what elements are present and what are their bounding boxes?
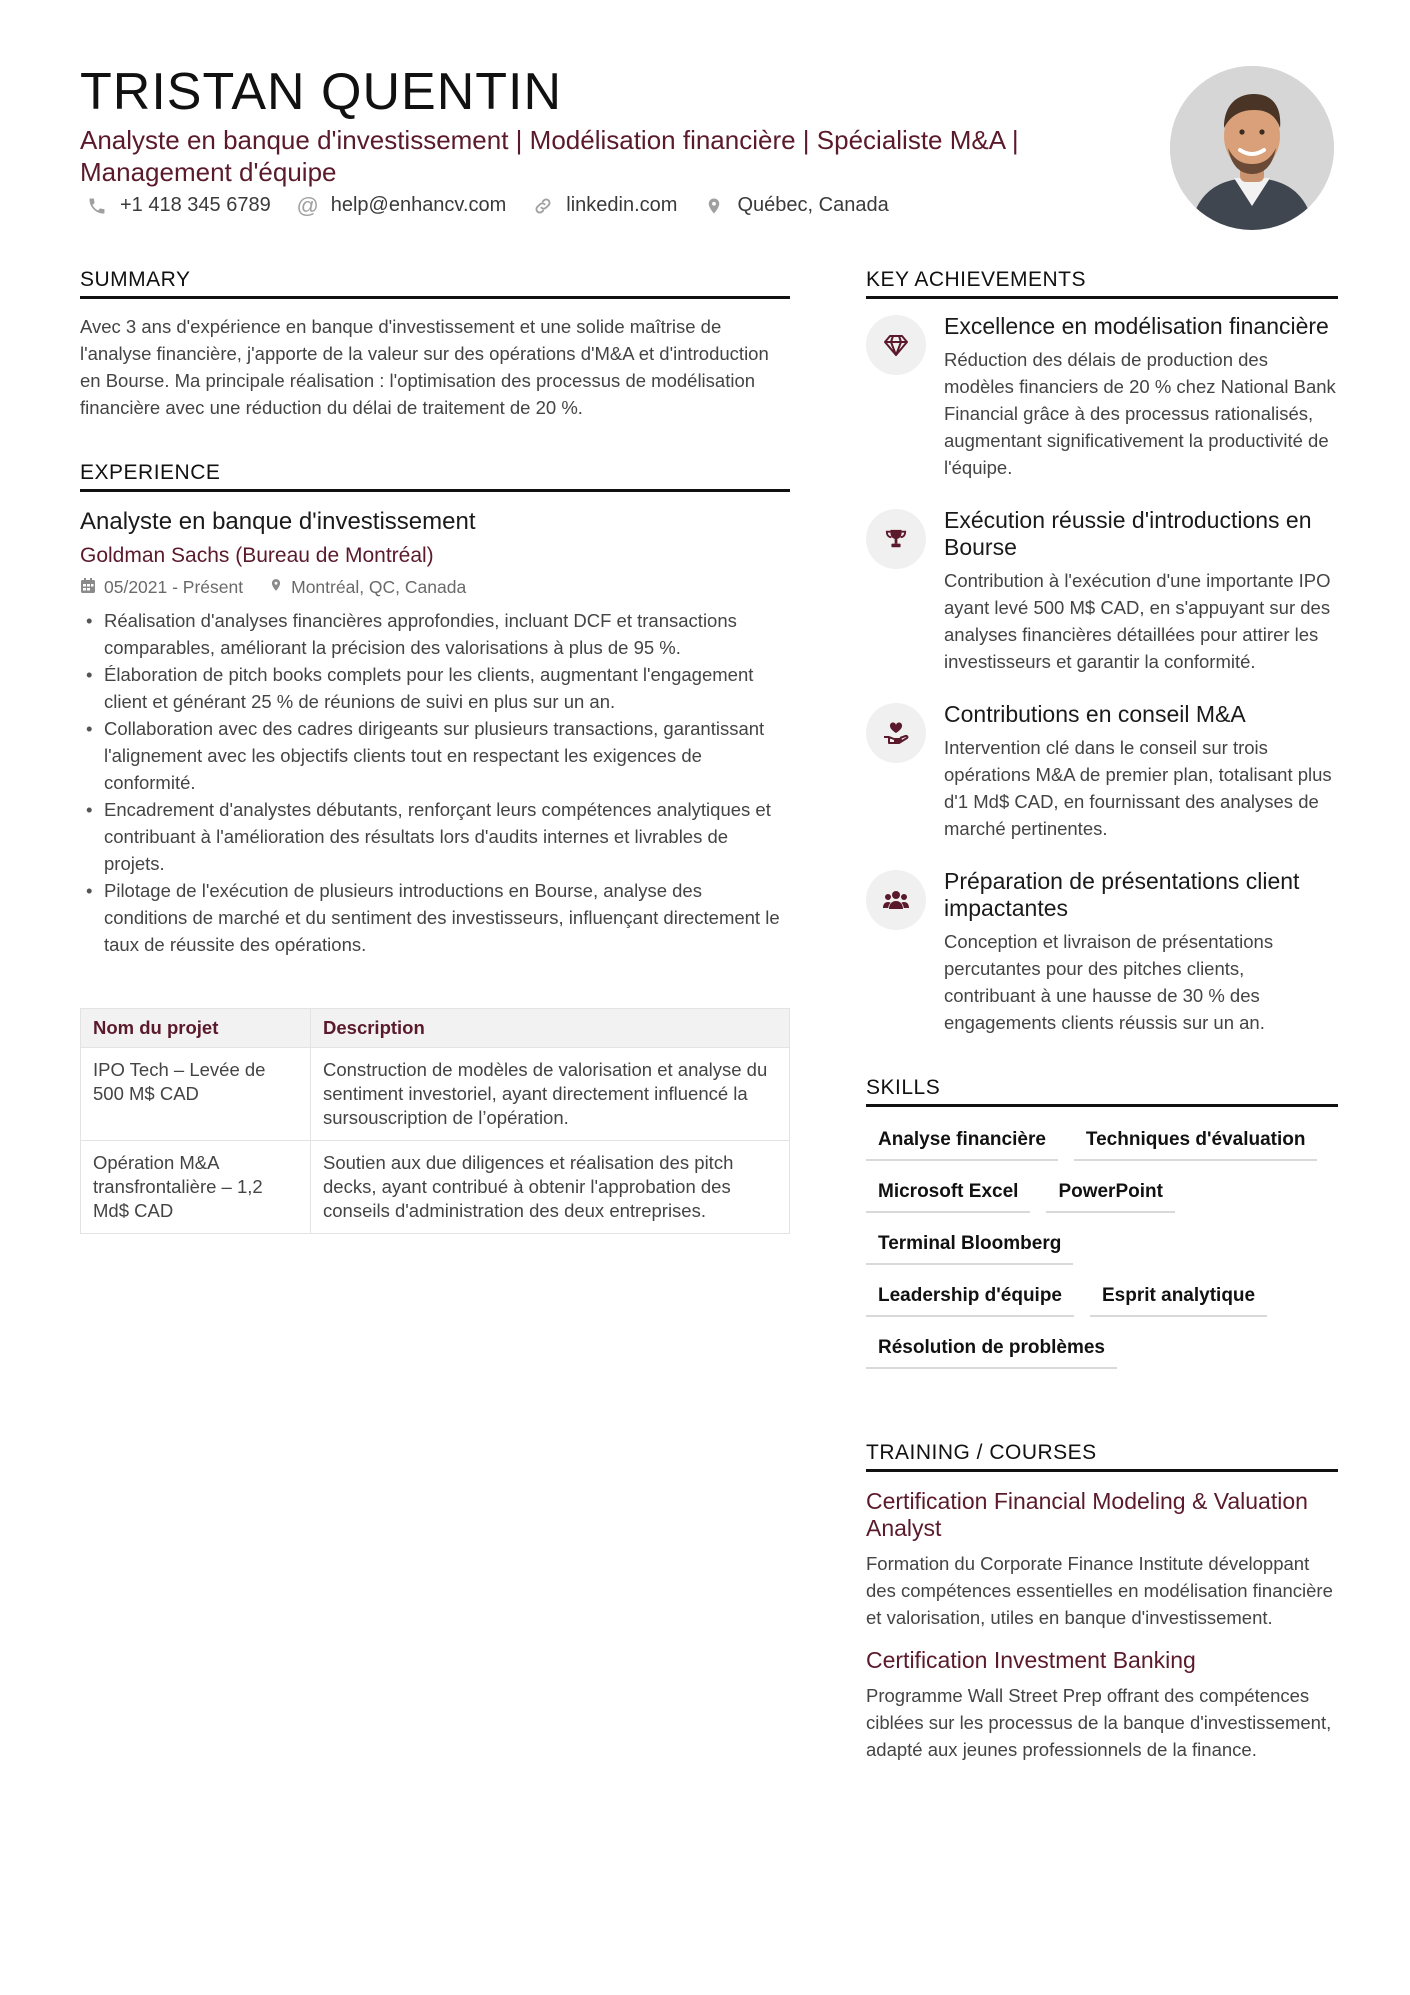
achievement-item xyxy=(866,701,1338,842)
course-desc: Formation du Corporate Finance Institute développant des compétences essentielles en modélisation financière et valorisation, utiles en banque d'investissement. xyxy=(866,1553,1333,1628)
table-header-cell: Nom du projet xyxy=(81,1009,311,1048)
phone-icon xyxy=(86,195,108,217)
table-header-cell: Description xyxy=(311,1009,790,1048)
job-location-text: Montréal, QC, Canada xyxy=(291,577,467,597)
achievement-title: Excellence en modélisation financière xyxy=(944,313,1329,339)
headline: Analyste en banque d'investissement | Modélisation financière | Spécialiste M&A | Management d'équipe xyxy=(80,125,1019,187)
achievement-desc: Intervention clé dans le conseil sur trois opérations M&A de premier plan, totalisant plus d'1 Md$ CAD, en fournissant des analyses de marché pertinentes. xyxy=(944,737,1332,839)
location-pin-icon xyxy=(269,576,283,599)
list-item: • Collaboration avec des cadres dirigeants sur plusieurs transactions, garantissant l'alignement avec les objectifs clients tout en respectant les exigences de conformité. xyxy=(80,715,790,796)
course-title: Certification Financial Modeling & Valuation Analyst xyxy=(866,1488,1308,1541)
location-text: Québec, Canada xyxy=(737,194,889,216)
skill-tag: Microsoft Excel xyxy=(866,1171,1030,1213)
list-item: • Réalisation d'analyses financières approfondies, incluant DCF et transactions comparables, améliorant la précision des valorisations à plus de 95 %. xyxy=(80,607,790,661)
diamond-icon xyxy=(866,315,926,375)
achievement-item xyxy=(866,507,1338,675)
skill-tag: Terminal Bloomberg xyxy=(866,1223,1073,1265)
job-dates xyxy=(80,577,243,599)
table-cell: IPO Tech – Levée de 500 M$ CAD xyxy=(81,1048,311,1141)
calendar-icon xyxy=(80,577,96,599)
skills-list xyxy=(866,1119,1338,1379)
table-cell: Opération M&A transfrontalière – 1,2 Md$ CAD xyxy=(81,1141,311,1234)
hand-heart-icon xyxy=(866,703,926,763)
list-item: • Élaboration de pitch books complets pour les clients, augmentant l'engagement client et générant 25 % de réunions de suivi en plus sur un an. xyxy=(80,661,790,715)
table-row xyxy=(81,1141,790,1234)
achievement-desc: Réduction des délais de production des modèles financiers de 20 % chez National Bank Financial grâce à des processus rationalisés, augmentant significativement la productivité de l'équipe. xyxy=(944,349,1336,478)
course-item xyxy=(866,1488,1338,1631)
course-desc: Programme Wall Street Prep offrant des compétences ciblées sur les processus de la banque d'investissement, adapté aux jeunes professionnels de la finance. xyxy=(866,1685,1332,1760)
training-heading: TRAINING / COURSES xyxy=(866,1441,1338,1472)
course-title: Certification Investment Banking xyxy=(866,1647,1196,1673)
job-title: Analyste en banque d'investissement xyxy=(80,508,476,535)
course-item xyxy=(866,1647,1338,1763)
table-cell: Soutien aux due diligences et réalisation des pitch decks, ayant contribué à obtenir l'approbation des conseils d'administration des deux entreprises. xyxy=(311,1141,790,1234)
achievements-heading: KEY ACHIEVEMENTS xyxy=(866,268,1338,299)
achievement-title: Exécution réussie d'introductions en Bourse xyxy=(944,507,1312,560)
phone-text: +1 418 345 6789 xyxy=(120,194,271,216)
users-icon xyxy=(866,870,926,930)
list-item: • Encadrement d'analystes débutants, renforçant leurs compétences analytiques et contribuant à l'amélioration des résultats lors d'audits internes et livrables de projets. xyxy=(80,796,790,877)
achievement-desc: Conception et livraison de présentations percutantes pour des pitches clients, contribuant à une hausse de 30 % des engagements clients réussis sur un an. xyxy=(944,931,1274,1033)
email-text[interactable]: help@enhancv.com xyxy=(330,194,507,216)
skill-tag: Techniques d'évaluation xyxy=(1074,1119,1318,1161)
skill-tag: Esprit analytique xyxy=(1090,1275,1267,1317)
contact-linkedin[interactable] xyxy=(532,194,677,217)
contact-email[interactable] xyxy=(297,194,507,217)
contact-location xyxy=(703,194,888,217)
list-item: • Pilotage de l'exécution de plusieurs introductions en Bourse, analyse des conditions de marché et du sentiment des investisseurs, influençant directement le taux de réussite des opérations. xyxy=(80,877,790,958)
projects-table xyxy=(80,1008,790,1234)
table-row xyxy=(81,1048,790,1141)
experience-heading: EXPERIENCE xyxy=(80,461,790,492)
location-pin-icon xyxy=(703,195,725,217)
linkedin-text[interactable]: linkedin.com xyxy=(566,194,678,216)
left-column xyxy=(80,268,790,1234)
table-header-row xyxy=(81,1009,790,1048)
profile-photo xyxy=(1170,66,1334,230)
achievement-item xyxy=(866,313,1338,481)
job-meta xyxy=(80,576,790,599)
skill-tag: PowerPoint xyxy=(1046,1171,1175,1213)
summary-heading: SUMMARY xyxy=(80,268,790,299)
job-location xyxy=(269,576,466,599)
skills-heading: SKILLS xyxy=(866,1076,1338,1107)
table-cell: Construction de modèles de valorisation et analyse du sentiment investoriel, ayant directement influencé la sursouscription de l’opération. xyxy=(311,1048,790,1141)
trophy-icon xyxy=(866,509,926,569)
skill-tag: Leadership d'équipe xyxy=(866,1275,1074,1317)
job-dates-text: 05/2021 - Présent xyxy=(104,577,244,597)
candidate-name: TRISTAN QUENTIN xyxy=(80,63,563,121)
contact-phone xyxy=(86,194,271,217)
right-column xyxy=(866,268,1338,1763)
skill-tag: Analyse financière xyxy=(866,1119,1058,1161)
achievement-desc: Contribution à l'exécution d'une importante IPO ayant levé 500 M$ CAD, en s'appuyant sur des analyses financières détaillées pour attirer les investisseurs et garantir la conformité. xyxy=(944,570,1331,672)
contact-bar xyxy=(86,194,889,217)
skill-tag: Résolution de problèmes xyxy=(866,1327,1117,1369)
job-company: Goldman Sachs (Bureau de Montréal) xyxy=(80,544,434,567)
at-icon: @ xyxy=(296,192,319,218)
achievement-item xyxy=(866,868,1338,1036)
summary-text: Avec 3 ans d'expérience en banque d'investissement et une solide maîtrise de l'analyse financière, j'apporte de la valeur sur des opérations d'M&A et d'introduction en Bourse. Ma principale réalisation : l'optimisation des processus de modélisation financière avec une réduction du délai de traitement de 20 %. xyxy=(80,316,769,418)
link-icon xyxy=(532,195,554,217)
achievement-title: Préparation de présentations client impactantes xyxy=(944,868,1300,921)
job-bullets xyxy=(80,607,790,958)
achievement-title: Contributions en conseil M&A xyxy=(944,701,1246,727)
